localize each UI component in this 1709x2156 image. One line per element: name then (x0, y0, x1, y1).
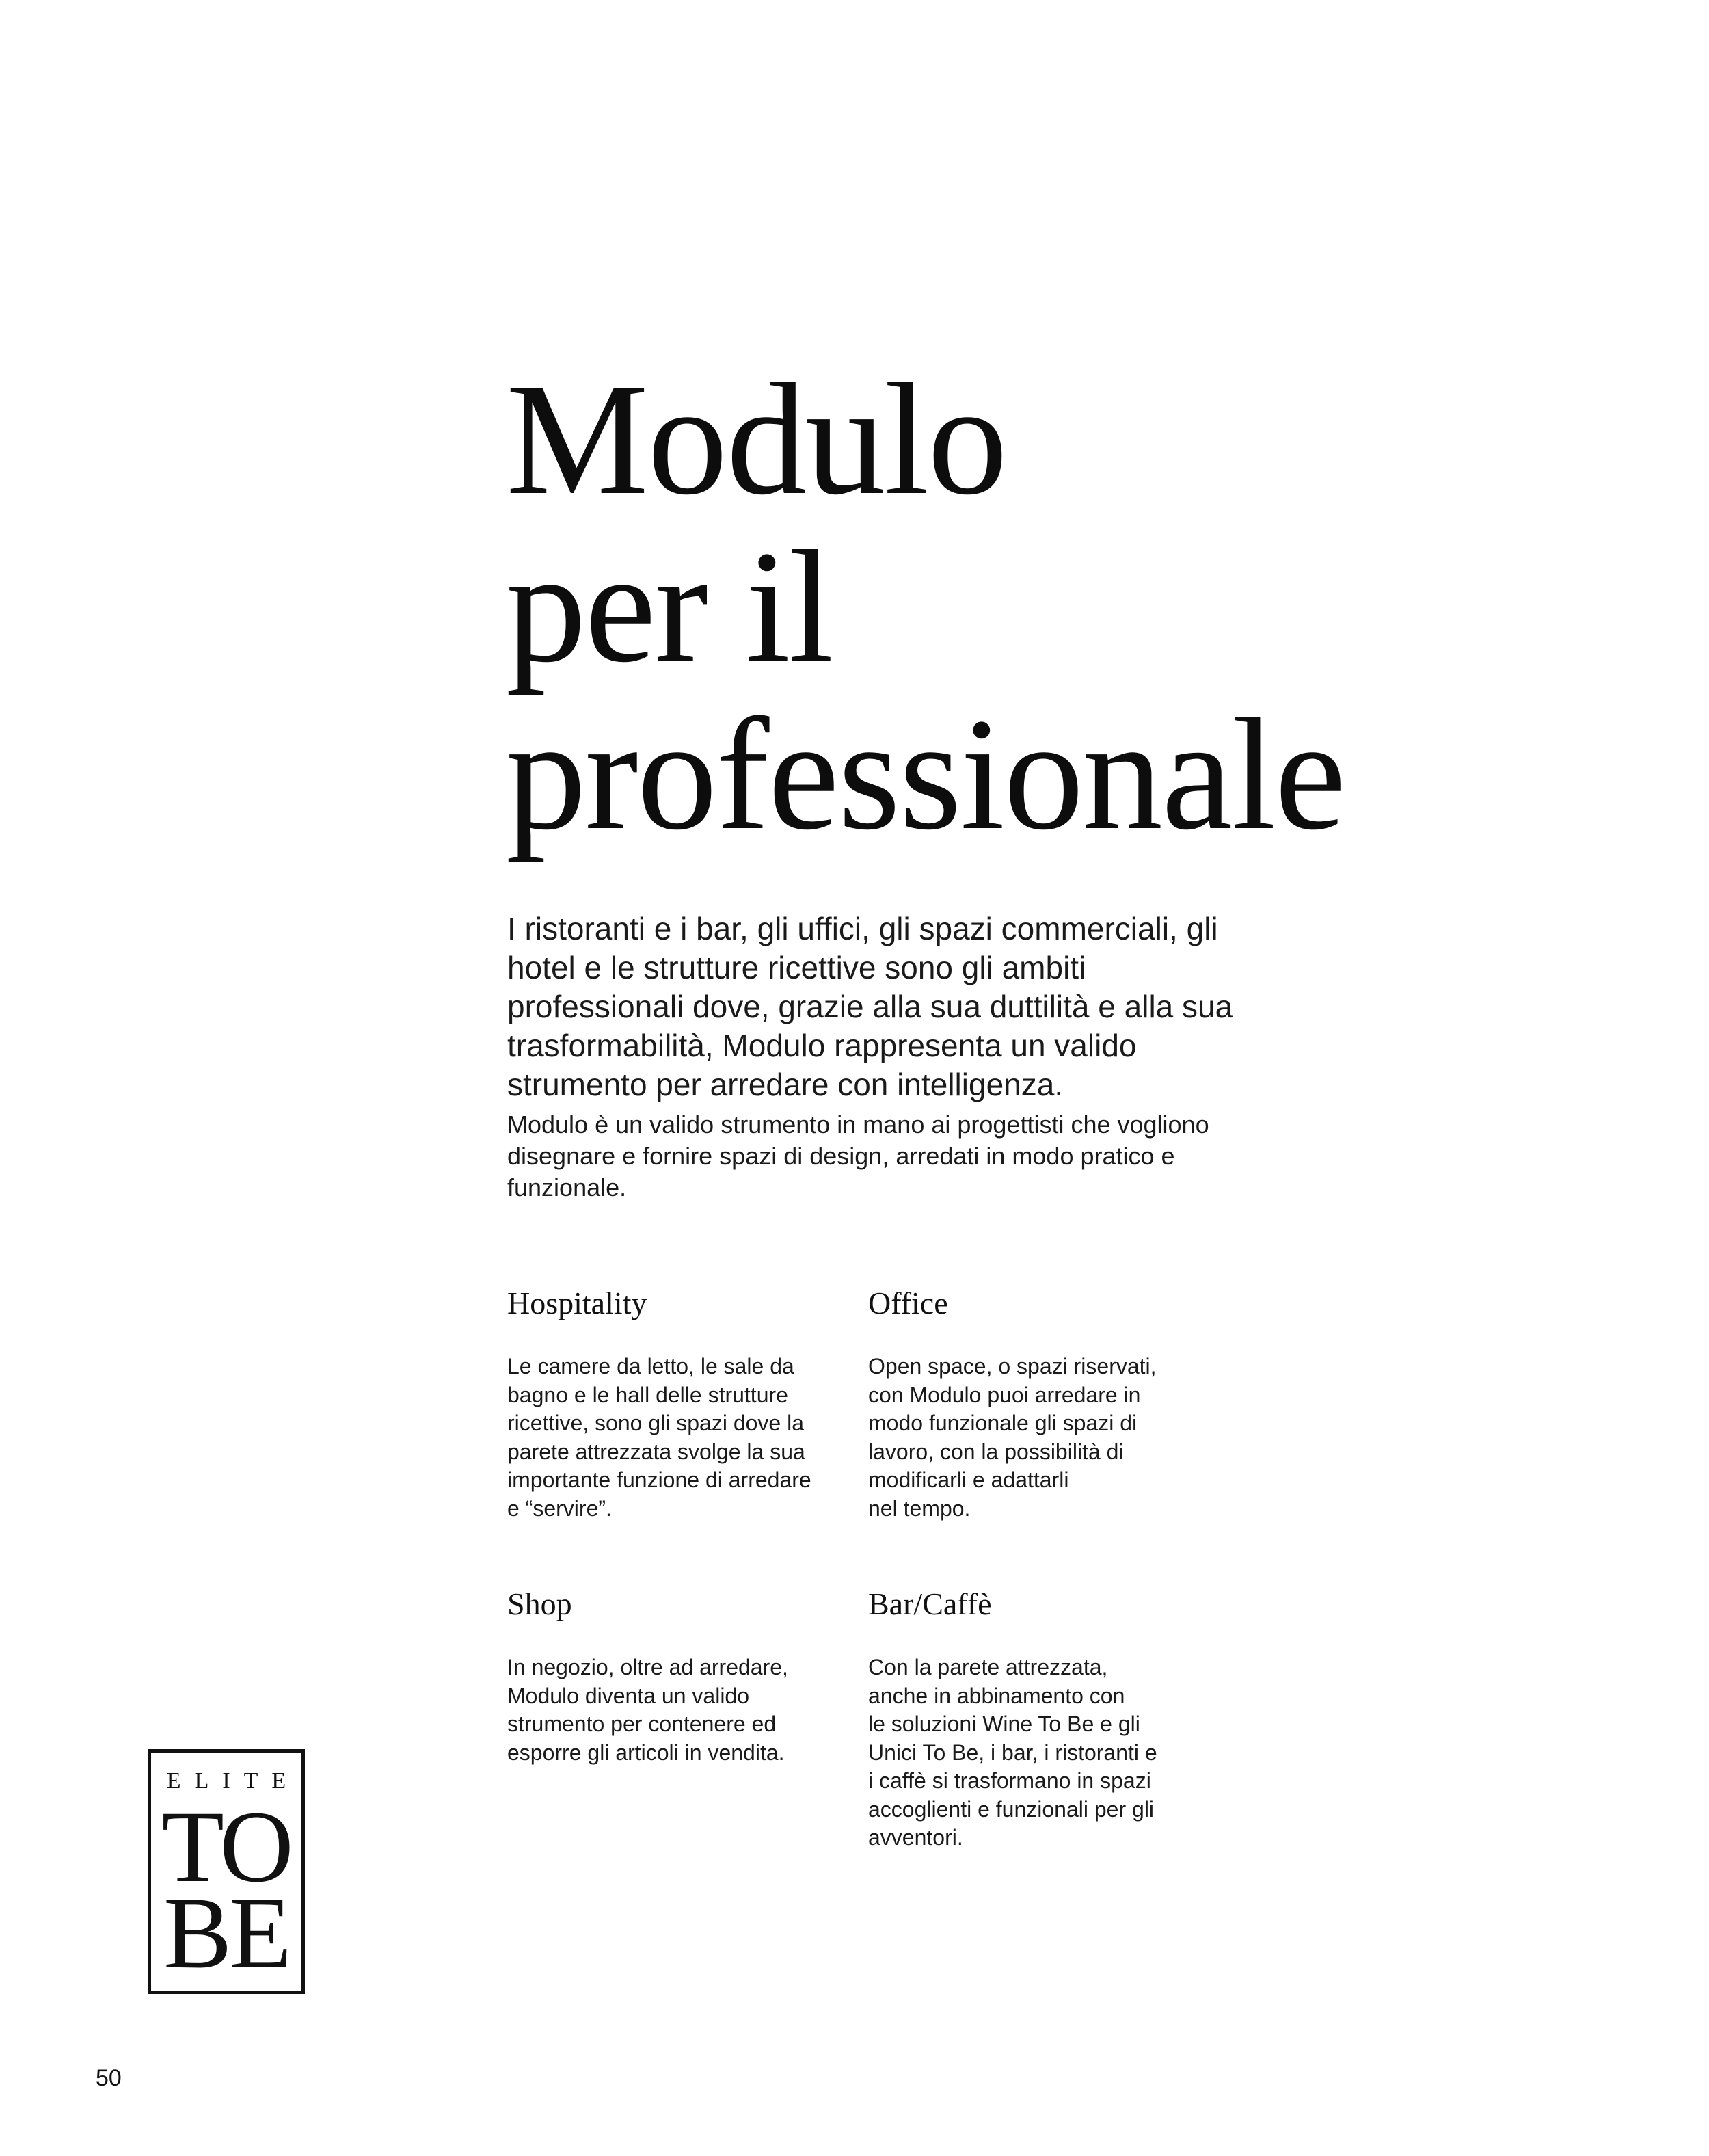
section-text (868, 1653, 1210, 1852)
section-heading: Shop (507, 1586, 572, 1621)
section-text-line: parete attrezzata svolge la sua (507, 1439, 805, 1464)
section-heading: Office (868, 1286, 948, 1320)
section-text-line: i caffè si trasformano in spazi (868, 1768, 1151, 1793)
section-text-line: In negozio, oltre ad arredare, (507, 1655, 788, 1679)
section-text-line: Unici To Be, i bar, i ristoranti e (868, 1740, 1157, 1765)
section-text-line: Modulo diventa un valido (507, 1683, 750, 1708)
title-line-1: Modulo (506, 350, 1007, 528)
section-text-line: modificarli e adattarli (868, 1467, 1069, 1492)
section-text-line: Con la parete attrezzata, (868, 1655, 1108, 1679)
section-text-line: Open space, o spazi riservati, (868, 1354, 1157, 1379)
section-office (868, 1284, 1210, 1523)
section-text-line: con Modulo puoi arredare in (868, 1382, 1141, 1407)
section-shop (507, 1585, 849, 1767)
title-line-3: professionale (506, 685, 1345, 863)
section-text-line: anche in abbinamento con (868, 1683, 1125, 1708)
page-number: 50 (96, 2065, 122, 2091)
section-text-line: strumento per contenere ed (507, 1712, 777, 1736)
page-title (506, 350, 1345, 863)
section-heading: Hospitality (507, 1286, 647, 1320)
section-bar-caffe (868, 1585, 1210, 1852)
logo-be-text: BE (163, 1876, 289, 1990)
section-text (868, 1353, 1210, 1523)
section-text (507, 1653, 849, 1767)
section-text-line: importante funzione di arredare (507, 1467, 811, 1492)
section-text-line: lavoro, con la possibilità di (868, 1439, 1124, 1464)
section-text-line: modo funzionale gli spazi di (868, 1411, 1138, 1435)
section-text-line: avventori. (868, 1825, 963, 1850)
section-heading: Bar/Caffè (868, 1586, 992, 1621)
intro-lead-paragraph: I ristoranti e i bar, gli uffici, gli spazi commerciali, gli hotel e le strutture ricettive sono gli ambiti professionali dove, grazie alla sua duttilità e alla sua trasformabilità, Modulo rappresenta un valido strumento per arredare con intelligenza. (507, 911, 1233, 1102)
logo-elite-text: ELITE (166, 1768, 300, 1794)
title-line-2: per il (506, 518, 833, 695)
section-text (507, 1353, 849, 1523)
section-text-line: le soluzioni Wine To Be e gli (868, 1712, 1140, 1736)
section-text-line: nel tempo. (868, 1495, 971, 1521)
section-text-line: esporre gli articoli in vendita. (507, 1740, 785, 1765)
section-text-line: accoglienti e funzionali per gli (868, 1796, 1155, 1822)
section-text-line: ricettive, sono gli spazi dove la (507, 1411, 804, 1435)
elite-to-be-logo (148, 1749, 305, 1994)
intro-body-paragraph: Modulo è un valido strumento in mano ai progettisti che vogliono disegnare e fornire spazi di design, arredati in modo pratico e funzionale. (507, 1110, 1209, 1201)
section-text-line: e “servire”. (507, 1495, 612, 1521)
section-text-line: Le camere da letto, le sale da (507, 1354, 794, 1379)
logo-to-text: TO (161, 1790, 291, 1904)
section-hospitality (507, 1284, 849, 1523)
section-text-line: bagno e le hall delle strutture (507, 1382, 788, 1407)
